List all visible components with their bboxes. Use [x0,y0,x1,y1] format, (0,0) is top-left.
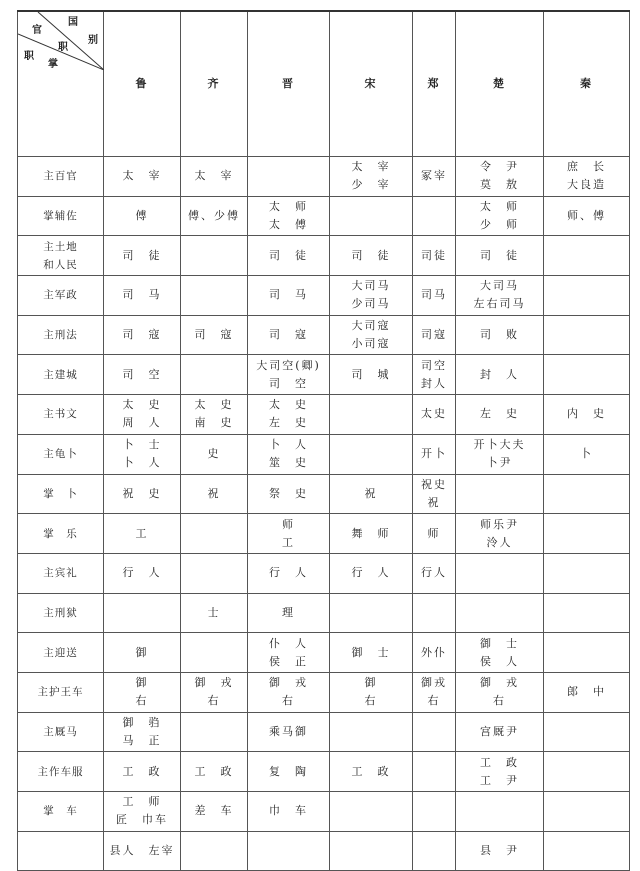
office-cell: 开卜大夫 卜尹 [456,434,544,474]
duty-cell: 主百官 [18,157,104,197]
duty-cell: 掌辅佐 [18,196,104,236]
office-cell: 祭 史 [248,474,330,514]
office-cell: 史 [181,434,248,474]
duty-cell: 主护王车 [18,672,104,712]
office-cell [413,712,456,752]
office-cell [456,593,544,633]
table-row [18,236,630,276]
state-header: 郑 [413,11,456,157]
office-cell: 大司马 少司马 [330,276,413,316]
office-cell: 复 陶 [248,752,330,792]
office-cell: 工 政 [104,752,181,792]
state-header: 宋 [330,11,413,157]
office-cell: 舞 师 [330,514,413,554]
office-cell: 行 人 [330,553,413,593]
table-row [18,514,630,554]
office-cell: 县人 左宰 [104,831,181,871]
office-cell: 司寇 [413,315,456,355]
office-cell: 太 师 少 师 [456,196,544,236]
office-cell: 司 徒 [456,236,544,276]
office-cell: 理 [248,593,330,633]
office-cell: 御 戎 右 [181,672,248,712]
table-row [18,672,630,712]
office-cell: 太 史 南 史 [181,395,248,435]
office-cell [544,712,630,752]
office-cell: 差 车 [181,792,248,832]
header-row [18,11,630,157]
office-cell: 师乐尹 泠人 [456,514,544,554]
duty-cell: 主书文 [18,395,104,435]
state-header: 鲁 [104,11,181,157]
duty-cell: 掌 乐 [18,514,104,554]
office-cell: 工 政 工 尹 [456,752,544,792]
office-cell: 太史 [413,395,456,435]
office-cell: 工 政 [330,752,413,792]
office-cell: 祝史 祝 [413,474,456,514]
office-cell: 仆 人 侯 正 [248,633,330,673]
office-cell [181,276,248,316]
office-cell: 傅、少傅 [181,196,248,236]
duty-cell: 主迎送 [18,633,104,673]
office-cell [544,752,630,792]
duty-cell: 主军政 [18,276,104,316]
duty-cell: 主厩马 [18,712,104,752]
office-cell: 太 史 周 人 [104,395,181,435]
duty-cell: 主龟卜 [18,434,104,474]
office-cell [413,792,456,832]
office-cell [413,831,456,871]
office-cell: 行 人 [248,553,330,593]
duty-cell: 主建城 [18,355,104,395]
office-cell [544,593,630,633]
office-cell: 御 士 [330,633,413,673]
duty-cell: 主土地 和人民 [18,236,104,276]
office-cell: 左 史 [456,395,544,435]
office-cell: 御 驺 马 正 [104,712,181,752]
office-cell [104,593,181,633]
office-cell: 御 右 [330,672,413,712]
office-cell: 师、傅 [544,196,630,236]
officials-table [17,10,630,871]
duty-cell [18,831,104,871]
table-row [18,395,630,435]
office-cell [544,553,630,593]
office-cell: 御 戎 右 [248,672,330,712]
office-cell [248,831,330,871]
office-cell [181,355,248,395]
office-cell: 司 寇 [248,315,330,355]
office-cell [330,792,413,832]
office-cell: 司 马 [104,276,181,316]
table-row [18,157,630,197]
office-cell [544,315,630,355]
table-row [18,196,630,236]
office-cell: 大司空(卿) 司 空 [248,355,330,395]
office-cell: 司徒 [413,236,456,276]
office-cell: 卜 人 筮 史 [248,434,330,474]
office-cell: 冢宰 [413,157,456,197]
office-cell: 士 [181,593,248,633]
office-cell: 御 士 侯 人 [456,633,544,673]
office-cell: 祝 [181,474,248,514]
office-cell [456,553,544,593]
diagonal-corner-header [18,11,104,157]
state-header: 秦 [544,11,630,157]
office-cell: 太 宰 [181,157,248,197]
office-cell: 封 人 [456,355,544,395]
office-cell: 乘马御 [248,712,330,752]
office-cell [330,395,413,435]
office-cell [181,633,248,673]
office-cell [181,514,248,554]
office-cell: 开卜 [413,434,456,474]
office-cell: 大司马 左右司马 [456,276,544,316]
office-cell [544,633,630,673]
office-cell: 司马 [413,276,456,316]
state-header: 晋 [248,11,330,157]
office-cell: 外仆 [413,633,456,673]
table-row [18,434,630,474]
table-row [18,355,630,395]
table-row [18,712,630,752]
table-row [18,276,630,316]
office-cell: 工 [104,514,181,554]
office-cell: 县 尹 [456,831,544,871]
office-cell: 卜 [544,434,630,474]
office-cell [413,196,456,236]
duty-cell: 主刑狱 [18,593,104,633]
office-cell [248,157,330,197]
office-cell: 工 师 匠 巾车 [104,792,181,832]
office-cell: 司 城 [330,355,413,395]
office-cell [330,831,413,871]
office-cell [330,593,413,633]
office-cell [456,474,544,514]
office-cell [181,236,248,276]
office-cell: 卜 士 卜 人 [104,434,181,474]
office-cell [544,355,630,395]
office-cell: 师 工 [248,514,330,554]
corner-label: 掌 [48,59,60,70]
duty-cell: 掌 车 [18,792,104,832]
office-cell: 司 寇 [181,315,248,355]
office-cell: 司 徒 [104,236,181,276]
office-cell [181,712,248,752]
office-cell: 太 师 太 傅 [248,196,330,236]
office-cell [330,434,413,474]
office-cell: 司空 封人 [413,355,456,395]
corner-label: 官 [32,25,44,36]
office-cell: 司 败 [456,315,544,355]
corner-label: 国 [68,17,80,28]
office-cell [544,276,630,316]
office-cell [544,474,630,514]
office-cell [330,712,413,752]
office-cell: 太 宰 少 宰 [330,157,413,197]
office-cell: 宫厩尹 [456,712,544,752]
office-cell [544,236,630,276]
corner-label: 职 [58,42,70,53]
office-cell: 祝 [330,474,413,514]
duty-cell: 主宾礼 [18,553,104,593]
office-cell [544,831,630,871]
office-cell: 司 空 [104,355,181,395]
office-cell: 郎 中 [544,672,630,712]
table-row [18,633,630,673]
office-cell: 傅 [104,196,181,236]
corner-label: 别 [88,35,100,46]
duty-cell: 掌 卜 [18,474,104,514]
office-cell: 司 徒 [330,236,413,276]
office-cell: 祝 史 [104,474,181,514]
table-row [18,792,630,832]
state-header: 齐 [181,11,248,157]
office-cell [181,553,248,593]
office-cell: 司 马 [248,276,330,316]
table-row [18,553,630,593]
office-cell: 御 右 [104,672,181,712]
office-cell: 工 政 [181,752,248,792]
office-cell: 行 人 [104,553,181,593]
table-row [18,752,630,792]
office-cell: 太 史 左 史 [248,395,330,435]
office-cell: 司 寇 [104,315,181,355]
office-cell [413,593,456,633]
table-row [18,593,630,633]
office-cell: 内 史 [544,395,630,435]
office-cell [544,792,630,832]
corner-label: 职 [24,51,36,62]
office-cell: 师 [413,514,456,554]
office-cell: 御 [104,633,181,673]
office-cell [456,792,544,832]
office-cell: 太 宰 [104,157,181,197]
duty-cell: 主作车服 [18,752,104,792]
office-cell: 庶 长 大良造 [544,157,630,197]
office-cell: 司 徒 [248,236,330,276]
office-cell [413,752,456,792]
office-cell [544,514,630,554]
office-cell: 御 戎 右 [456,672,544,712]
table-row [18,315,630,355]
office-cell: 大司寇 小司寇 [330,315,413,355]
duty-cell: 主刑法 [18,315,104,355]
office-cell: 御戎 右 [413,672,456,712]
office-cell [181,831,248,871]
office-cell [330,196,413,236]
table-row [18,831,630,871]
state-header: 楚 [456,11,544,157]
office-cell: 巾 车 [248,792,330,832]
office-cell: 行人 [413,553,456,593]
office-cell: 令 尹 莫 敖 [456,157,544,197]
table-row [18,474,630,514]
